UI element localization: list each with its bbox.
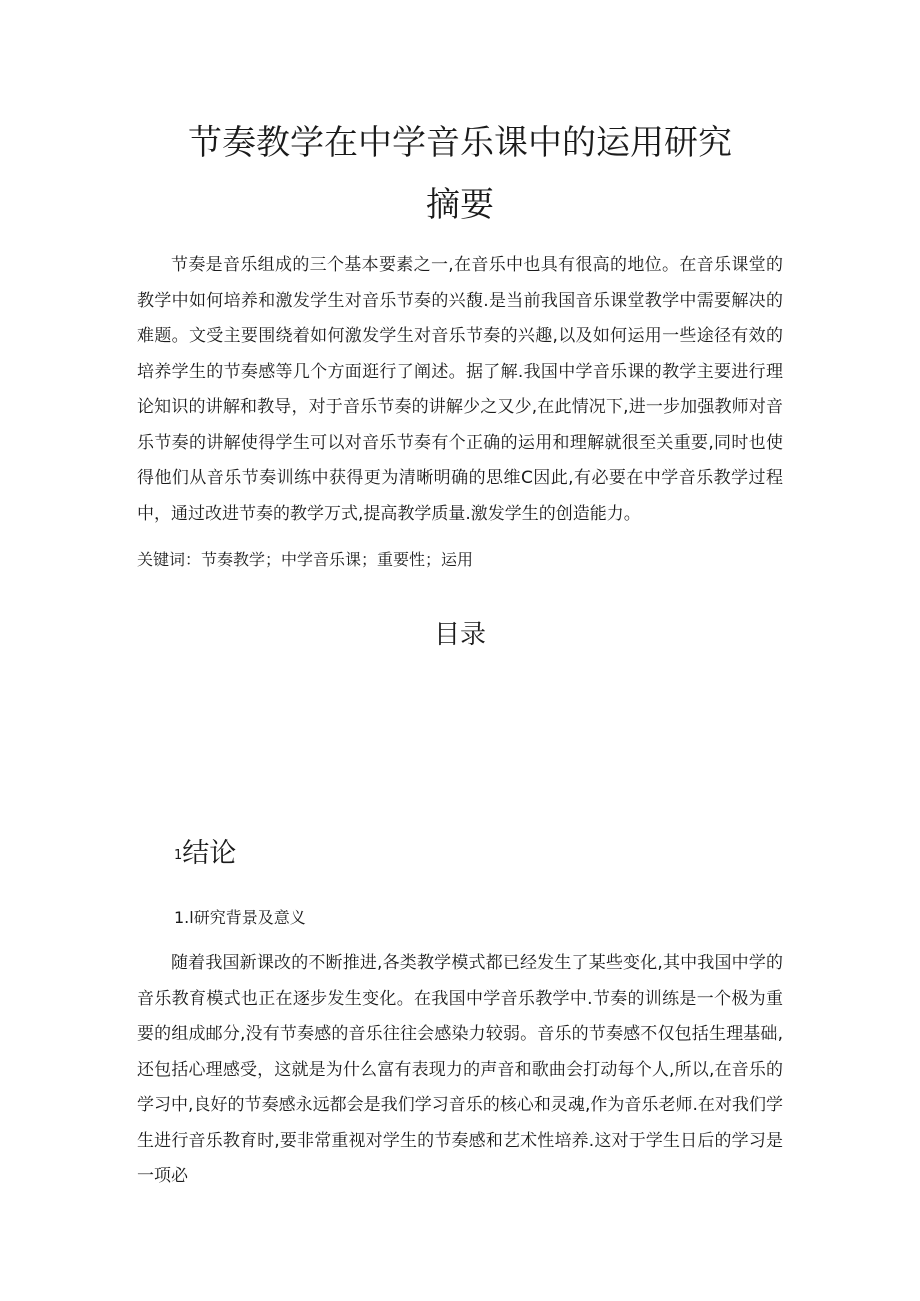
toc-heading: 目录 [433, 620, 486, 650]
abstract-paragraph: 节奏是音乐组成的三个基本要素之一,在音乐中也具有很高的地位。在音乐课堂的教学中如何培养和激发学生对音乐节奏的兴馥.是当前我国音乐课堂教学中需要解决的难题。文受主要围绕着如何激发学生对音乐节奏的兴趣,以及如何运用一些途径有效的培养学生的节奏感等几个方面逛行了阐述。据了解.我国中学音乐课的教学主要进行理论知识的讲解和教导，对于音乐节奏的讲解少之又少,在此情况下,进一步加强教师对音乐节奏的讲解使得学生可以对音乐节奏有个正确的运用和理解就很至关重要,同时也使得他们从音乐节奏训练中获得更为清晰明确的思维C因此,有必要在中学音乐教学过程中，通过改进节奏的教学万式,提高教学质量.激发学生的创造能力。 [137, 255, 783, 524]
abstract-heading: 摘要 [426, 185, 494, 225]
keywords-line: 关键词：节奏教学；中学音乐课；重要性；运用 [137, 550, 474, 569]
chapter-number: 1 [174, 848, 183, 863]
chapter-heading [174, 834, 236, 879]
section-heading: 1.l研究背景及意义 [174, 908, 306, 927]
page-title: 节奏教学在中学音乐课中的运用研究 [188, 123, 732, 163]
body-paragraph: 随着我国新课改的不断推进,各类教学模式都已经发生了某些变化,其中我国中学的音乐教育模式也正在逐步发生变化。在我国中学音乐教学中.节奏的训练是一个极为重要的组成邮分,没有节奏感的音乐往往会感染力较弱。音乐的节奏感不仅包括生理基础,还包括心理感受，这就是为什么富有表现力的声音和歌曲会打动每个人,所以,在音乐的学习中,良好的节奏感永远都会是我们学习音乐的核心和灵魂,作为音乐老师.在对我们学生进行音乐教育时,要非常重视对学生的节奏感和艺术性培养.这对于学生日后的学习是一项必 [137, 953, 783, 1186]
chapter-title: 结论 [182, 838, 237, 869]
